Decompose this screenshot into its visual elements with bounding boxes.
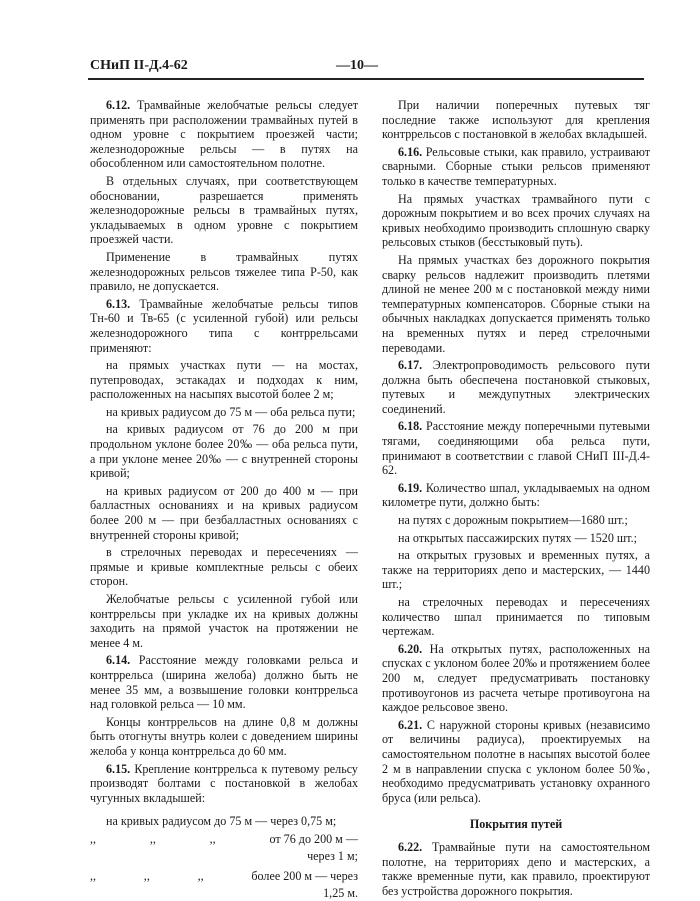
paragraph: Применение в трамвайных путях железнодорожных рельсов тяжелее типа Р-50, как правило, не допускается. <box>90 249 358 294</box>
clause-number: 6.22. <box>398 839 423 854</box>
paragraph: на кривых радиусом до 75 м — оба рельса пути; <box>106 404 356 419</box>
paragraph-6-22 <box>382 840 650 898</box>
paragraph: на кривых радиусом до 75 м — через 0,75 м; <box>106 814 337 829</box>
paragraph-text: Трамвайные желобчатые рельсы типов Тн-60 и Тв-65 (с усиленной губой) или рельсы железнодорожного типа с контррельсами применяют: <box>90 296 358 355</box>
clause-number: 6.15. <box>106 761 131 776</box>
clause-number: 6.12. <box>106 98 131 112</box>
paragraph: При наличии поперечных путевых тяг последние также используют для крепления контррельсов с постановкой в желобах вкладышей. <box>382 98 650 142</box>
clause-number: 6.19. <box>398 480 423 495</box>
ditto-continuation: 1,25 м. <box>323 885 358 900</box>
paragraph-text: Трамвайные пути на самостоятельном полотне, на территориях депо и мастерских, а также временные пути, как правило, проектируют без устройства дорожного покрытия. <box>382 839 650 898</box>
paragraph-6-18 <box>382 419 650 477</box>
ditto-line <box>90 869 358 884</box>
page-header <box>90 58 642 78</box>
page-number: —10— <box>336 58 378 73</box>
paragraph-6-16 <box>382 145 650 189</box>
paragraph: На прямых участках без дорожного покрытия сварку рельсов надлежит производить плетями длиной не менее 200 м с постановкой между ними температурных компенсаторов. Сборные стыки на обычных накладках допускается применять только на временных путях и перед стрелочными переводами. <box>382 252 650 355</box>
clause-number: 6.16. <box>398 144 423 159</box>
ditto-line <box>90 832 358 847</box>
ditto-continuation: через 1 м; <box>307 848 358 863</box>
paragraph-text: Трамвайные желобчатые рельсы следует применять при расположении трамвайных путей в одном уровне с покрытием проезжей части; железнодорожные рельсы — в путях на обособленном или самостоятельном полотне. <box>90 98 358 171</box>
paragraph-text: Крепление контррельса к путевому рельсу производят болтами с постановкой в желобах чугунных вкладышей: <box>90 761 358 805</box>
paragraph-6-13 <box>90 297 358 355</box>
paragraph: на прямых участках пути — на мостах, путепроводах, эстакадах и подходах к ним, расположенных на насыпях высотой более 2 м; <box>90 358 358 402</box>
paragraph: на открытых пассажирских путях — 1520 шт.; <box>398 530 637 545</box>
paragraph-6-15 <box>90 762 358 806</box>
paragraph: в стрелочных переводах и пересечениях — прямые и кривые комплектные рельсы с обеих сторон. <box>90 545 358 589</box>
paragraph: на кривых радиусом от 200 до 400 м — при балластных основаниях и на кривых радиусом более 200 м — при безбалластных основаниях с внутренней стороны кривой; <box>90 483 358 542</box>
clause-number: 6.13. <box>106 296 131 311</box>
paragraph-6-17 <box>382 358 650 416</box>
right-column <box>382 98 650 901</box>
section-heading: Покрытия путей <box>469 817 563 832</box>
paragraph-6-12 <box>90 98 358 171</box>
header-rule <box>88 78 644 80</box>
paragraph-text: Расстояние между поперечными путевыми тягами, соединяющими оба рельса пути, принимают в соответствии с главой СНиП III-Д.4-62. <box>382 419 650 478</box>
ditto-mark: ,, <box>197 869 204 884</box>
paragraph: на кривых радиусом от 76 до 200 м при продольном уклоне более 20‰ — оба рельса пути, а при уклоне менее 20‰ — с внутренней стороны кривой; <box>90 422 358 481</box>
ditto-text: от 76 до 200 м — <box>269 831 358 846</box>
paragraph-text: Рельсовые стыки, как правило, устраивают сварными. Сборные стыки рельсов применяют только в качестве температурных. <box>382 144 650 188</box>
paragraph-text: Количество шпал, укладываемых на одном километре пути, должно быть: <box>382 480 650 510</box>
paragraph: на стрелочных переводах и пересечениях количество шпал принимается по типовым чертежам. <box>382 595 650 639</box>
paragraph: В отдельных случаях, при соответствующем обосновании, разрешается применять железнодорожные рельсы в трамвайных путях, укладываемых в одном уровне с покрытием проезжей части. <box>90 173 358 247</box>
ditto-mark: ,, <box>149 831 156 846</box>
paragraph: На прямых участках трамвайного пути с дорожным покрытием и во всех прочих случаях на кривых необходимо производить сплошную сварку рельсовых стыков (бесстыковый путь). <box>382 191 650 250</box>
paragraph: Желобчатые рельсы с усиленной губой или контррельсы при укладке их на кривых должны заходить на прямой участок на протяжении не менее 4 м. <box>90 592 358 650</box>
ditto-mark: ,, <box>90 831 97 846</box>
ditto-mark: ,, <box>209 831 216 846</box>
clause-number: 6.17. <box>398 358 423 373</box>
paragraph-6-21 <box>382 718 650 806</box>
paragraph-text: Расстояние между головками рельса и контррельса (ширина желоба) должно быть не менее 35 мм, а возвышение головки контррельса над головкой рельса — 10 мм. <box>90 653 358 712</box>
paragraph-6-14 <box>90 653 358 711</box>
paragraph-text: На открытых путях, расположенных на спусках с уклоном более 20‰ и протяжением более 200 м, следует предусматривать постановку противоугонов из расчета четыре противоугона на каждое рельсовое звено. <box>382 641 650 715</box>
paragraph: на открытых грузовых и временных путях, а также на территориях депо и мастерских, — 1440 шт.; <box>382 548 650 592</box>
paragraph: Концы контррельсов на длине 0,8 м должны быть отогнуты внутрь колеи с доведением ширины желоба у конца контррельса до 60 мм. <box>90 714 358 758</box>
paragraph: на путях с дорожным покрытием—1680 шт.; <box>398 513 628 528</box>
paragraph-text: Электропроводимость рельсового пути должна быть обеспечена постановкой стыковых, путевых и междупутных электрических соединений. <box>382 358 650 416</box>
paragraph-text: С наружной стороны кривых (независимо от величины радиуса), проектируемых на самостоятельном полотне в насыпях высотой более 2 м в направлении спуска с уклоном более 50‰, необходимо предусматривать установку охранного бруса (или рельса). <box>382 717 650 805</box>
paragraph-6-20 <box>382 642 650 715</box>
clause-number: 6.21. <box>398 717 423 732</box>
document-code: СНиП II-Д.4-62 <box>90 58 188 73</box>
clause-number: 6.20. <box>398 641 423 656</box>
paragraph-6-19 <box>382 481 650 510</box>
clause-number: 6.18. <box>398 419 423 434</box>
ditto-mark: ,, <box>143 869 150 884</box>
clause-number: 6.14. <box>106 653 131 668</box>
ditto-mark: ,, <box>90 869 97 884</box>
ditto-text: более 200 м — через <box>251 869 358 884</box>
left-column <box>90 98 358 900</box>
